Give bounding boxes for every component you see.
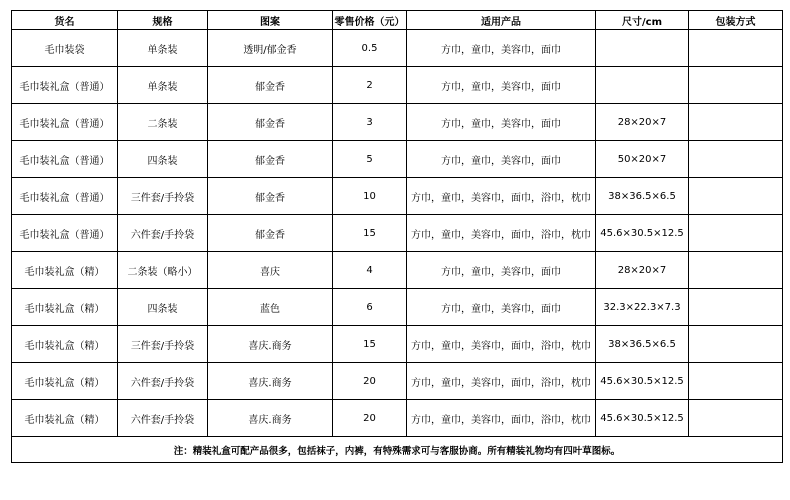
cell-pattern: 郁金香 — [208, 104, 333, 141]
cell-pattern: 喜庆 — [208, 252, 333, 289]
table-row — [12, 67, 783, 104]
cell-size: 38×36.5×6.5 — [596, 326, 689, 363]
header-cell: 货名 — [12, 11, 118, 30]
cell-spec: 四条装 — [118, 141, 208, 178]
cell-size: 45.6×30.5×12.5 — [596, 400, 689, 437]
cell-name: 毛巾装礼盒（精） — [12, 252, 118, 289]
table-row — [12, 178, 783, 215]
table-row — [12, 289, 783, 326]
cell-name: 毛巾装礼盒（精） — [12, 363, 118, 400]
cell-products: 方巾，童巾，美容巾，面巾，浴巾，枕巾 — [407, 326, 596, 363]
header-cell: 包装方式 — [689, 11, 783, 30]
cell-pattern: 透明/郁金香 — [208, 30, 333, 67]
cell-size: 45.6×30.5×12.5 — [596, 215, 689, 252]
header-cell: 尺寸/cm — [596, 11, 689, 30]
table-row — [12, 30, 783, 67]
cell-products: 方巾，童巾，美容巾，面巾，浴巾，枕巾 — [407, 215, 596, 252]
cell-pattern: 喜庆.商务 — [208, 363, 333, 400]
cell-spec: 单条装 — [118, 30, 208, 67]
cell-spec: 六件套/手拎袋 — [118, 400, 208, 437]
table-row — [12, 400, 783, 437]
cell-pattern: 蓝色 — [208, 289, 333, 326]
cell-spec: 四条装 — [118, 289, 208, 326]
note-text: 注：精装礼盒可配产品很多，包括袜子，内裤，有特殊需求可与客服协商。所有精装礼物均有四叶草图标。 — [12, 437, 783, 463]
cell-products: 方巾，童巾，美容巾，面巾 — [407, 104, 596, 141]
header-row — [12, 11, 783, 30]
cell-size: 28×20×7 — [596, 252, 689, 289]
cell-products: 方巾，童巾，美容巾，面巾，浴巾，枕巾 — [407, 178, 596, 215]
cell-name: 毛巾装袋 — [12, 30, 118, 67]
note-row — [12, 437, 783, 463]
table-row — [12, 252, 783, 289]
cell-spec: 三件套/手拎袋 — [118, 178, 208, 215]
cell-size: 50×20×7 — [596, 141, 689, 178]
cell-size: 28×20×7 — [596, 104, 689, 141]
cell-pattern: 郁金香 — [208, 178, 333, 215]
cell-name: 毛巾装礼盒（精） — [12, 400, 118, 437]
cell-packaging — [689, 326, 783, 363]
cell-name: 毛巾装礼盒（普通） — [12, 178, 118, 215]
cell-price: 4 — [333, 252, 407, 289]
cell-packaging — [689, 178, 783, 215]
cell-name: 毛巾装礼盒（精） — [12, 326, 118, 363]
cell-price: 6 — [333, 289, 407, 326]
cell-packaging — [689, 363, 783, 400]
table-row — [12, 215, 783, 252]
cell-size — [596, 67, 689, 104]
table-row — [12, 104, 783, 141]
cell-price: 0.5 — [333, 30, 407, 67]
cell-spec: 三件套/手拎袋 — [118, 326, 208, 363]
cell-name: 毛巾装礼盒（精） — [12, 289, 118, 326]
cell-spec: 六件套/手拎袋 — [118, 215, 208, 252]
price-table — [11, 10, 783, 463]
cell-spec: 六件套/手拎袋 — [118, 363, 208, 400]
cell-products: 方巾，童巾，美容巾，面巾，浴巾，枕巾 — [407, 363, 596, 400]
table-row — [12, 326, 783, 363]
cell-price: 5 — [333, 141, 407, 178]
cell-size: 45.6×30.5×12.5 — [596, 363, 689, 400]
table-row — [12, 363, 783, 400]
header-cell: 图案 — [208, 11, 333, 30]
cell-products: 方巾，童巾，美容巾，面巾 — [407, 67, 596, 104]
cell-price: 2 — [333, 67, 407, 104]
cell-packaging — [689, 141, 783, 178]
cell-name: 毛巾装礼盒（普通） — [12, 215, 118, 252]
cell-pattern: 喜庆.商务 — [208, 400, 333, 437]
cell-packaging — [689, 104, 783, 141]
cell-packaging — [689, 67, 783, 104]
cell-packaging — [689, 400, 783, 437]
cell-packaging — [689, 289, 783, 326]
cell-spec: 二条装 — [118, 104, 208, 141]
cell-pattern: 郁金香 — [208, 67, 333, 104]
cell-name: 毛巾装礼盒（普通） — [12, 141, 118, 178]
cell-products: 方巾，童巾，美容巾，面巾，浴巾，枕巾 — [407, 400, 596, 437]
cell-products: 方巾，童巾，美容巾，面巾 — [407, 289, 596, 326]
cell-name: 毛巾装礼盒（普通） — [12, 104, 118, 141]
header-cell: 适用产品 — [407, 11, 596, 30]
cell-price: 20 — [333, 363, 407, 400]
cell-products: 方巾，童巾，美容巾，面巾 — [407, 141, 596, 178]
cell-price: 3 — [333, 104, 407, 141]
cell-price: 10 — [333, 178, 407, 215]
cell-size: 38×36.5×6.5 — [596, 178, 689, 215]
cell-size — [596, 30, 689, 67]
cell-packaging — [689, 215, 783, 252]
cell-products: 方巾，童巾，美容巾，面巾 — [407, 30, 596, 67]
cell-pattern: 郁金香 — [208, 141, 333, 178]
cell-name: 毛巾装礼盒（普通） — [12, 67, 118, 104]
cell-size: 32.3×22.3×7.3 — [596, 289, 689, 326]
cell-packaging — [689, 30, 783, 67]
header-cell: 零售价格（元） — [333, 11, 407, 30]
cell-pattern: 喜庆.商务 — [208, 326, 333, 363]
cell-price: 15 — [333, 215, 407, 252]
cell-price: 15 — [333, 326, 407, 363]
cell-products: 方巾，童巾，美容巾，面巾 — [407, 252, 596, 289]
cell-packaging — [689, 252, 783, 289]
table-row — [12, 141, 783, 178]
cell-spec: 二条装（略小） — [118, 252, 208, 289]
header-cell: 规格 — [118, 11, 208, 30]
cell-price: 20 — [333, 400, 407, 437]
cell-pattern: 郁金香 — [208, 215, 333, 252]
cell-spec: 单条装 — [118, 67, 208, 104]
table-body — [12, 30, 783, 463]
